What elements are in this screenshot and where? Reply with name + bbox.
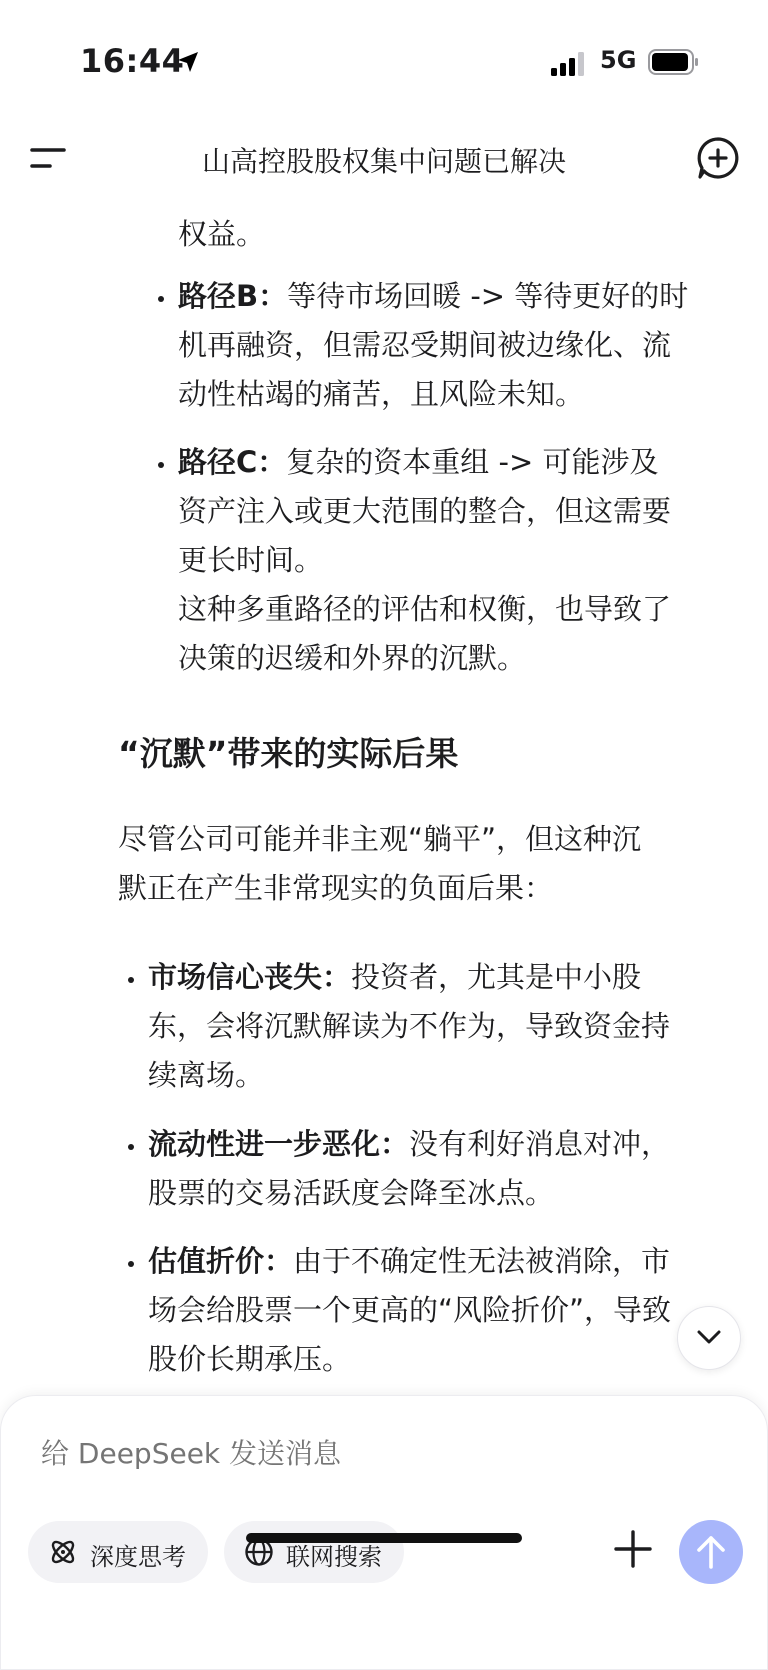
chevron-down-icon (697, 1329, 721, 1345)
chat-header (0, 120, 768, 200)
bullet-dot (158, 462, 164, 468)
network-type: 5G (600, 46, 637, 74)
web-search-toggle[interactable] (224, 1521, 404, 1583)
chat-content (0, 200, 768, 1390)
status-time: 16:44 (80, 42, 185, 80)
home-indicator (246, 1533, 522, 1543)
list-item (148, 1237, 671, 1384)
web-search-label: 联网搜索 (286, 1543, 382, 1571)
atom-icon (48, 1537, 78, 1567)
new-chat-icon[interactable] (696, 136, 740, 180)
list-item-text: 由于不确定性无法被消除，市 场会给股票一个更高的“风险折价”，导致 股价长期承压。 (148, 1244, 672, 1376)
list-item-text: 没有利好消息对冲， 股票的交易活跃度会降至冰点。 (148, 1127, 671, 1210)
bullet-dot (128, 977, 134, 983)
arrow-up-icon (695, 1534, 727, 1570)
send-button[interactable] (679, 1520, 743, 1584)
section-heading: “沉默”带来的实际后果 (118, 734, 459, 773)
list-item-text: 等待市场回暖 -> 等待更好的时 机再融资，但需忍受期间被边缘化、流 动性枯竭的痛苦，且风险未知。 (178, 279, 689, 411)
plus-icon[interactable] (613, 1529, 653, 1569)
text-paragraph: 权益。 (178, 217, 266, 251)
cellular-signal-icon (551, 52, 587, 76)
list-item-path-c (178, 438, 671, 683)
menu-icon[interactable] (30, 142, 66, 172)
bullet-dot (128, 1144, 134, 1150)
list-item (148, 1120, 670, 1218)
battery-icon (648, 49, 700, 75)
list-item (148, 953, 670, 1100)
bullet-dot (158, 296, 164, 302)
list-item-text: 复杂的资本重组 -> 可能涉及 资产注入或更大范围的整合，但这需要 更长时间。 这种多重路径的评估和权衡，也导致了 决策的迟缓和外界的沉默。 (178, 445, 672, 675)
bullet-dot (128, 1261, 134, 1267)
list-item-bold: 路径C： (178, 445, 287, 479)
list-item-path-b (178, 272, 688, 419)
location-arrow-icon (176, 50, 200, 74)
list-item-bold: 流动性进一步恶化： (148, 1127, 410, 1161)
deep-think-toggle[interactable] (28, 1521, 208, 1583)
list-item-text: 投资者，尤其是中小股 东，会将沉默解读为不作为，导致资金持 续离场。 (148, 960, 671, 1092)
scroll-to-bottom-button[interactable] (677, 1306, 741, 1370)
list-item-bold: 估值折价： (148, 1244, 294, 1278)
chat-title: 山高控股股权集中问题已解决 (201, 145, 566, 178)
intro-paragraph: 尽管公司可能并非主观“躺平”，但这种沉 默正在产生非常现实的负面后果： (118, 822, 642, 905)
deep-think-label: 深度思考 (90, 1543, 186, 1571)
message-input[interactable] (39, 1436, 643, 1471)
list-item-bold: 路径B： (178, 279, 288, 313)
status-bar (0, 0, 768, 120)
list-item-bold: 市场信心丧失： (148, 960, 352, 994)
